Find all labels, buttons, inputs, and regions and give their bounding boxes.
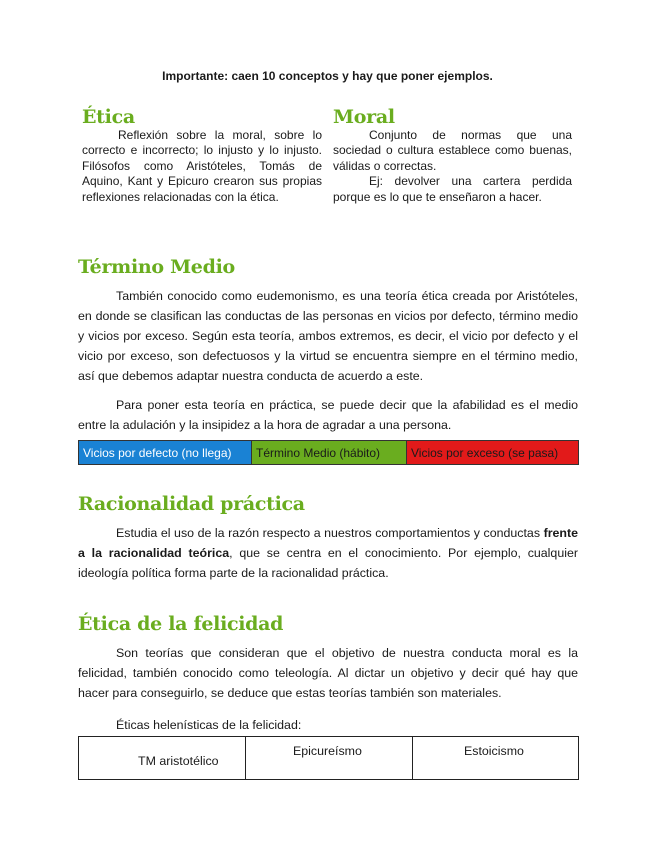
termino-medio-section xyxy=(78,256,578,435)
table-cell-tm-aristotelico: TM aristotélico xyxy=(79,737,246,779)
racionalidad-text-end: , que se centra en el conocimiento. Por ejemplo, cualquier ideología política forma parte de la racionalidad práctica. xyxy=(78,546,578,580)
termino-medio-paragraph-1: También conocido como eudemonismo, es una teoría ética creada por Aristóteles, en donde se clasifican las conductas de las personas en vicios por defecto, término medio y vicios por exceso. Según esta teoría, ambos extremos, es decir, el vicio por defecto y el vicio por exceso, son defectuosos y la virtud se encuentra siempre en el término medio, así que debemos adaptar nuestra conducta de acuerdo a este. xyxy=(78,289,578,383)
vices-bar xyxy=(78,440,579,465)
etica-heading: Ética xyxy=(82,106,135,128)
felicidad-heading: Ética de la felicidad xyxy=(78,613,284,635)
termino-medio-paragraph-2: Para poner esta teoría en práctica, se puede decir que la afabilidad es el medio entre la adulación y la insipidez a la hora de agradar a una persona. xyxy=(78,398,578,432)
helenisticas-table xyxy=(78,736,579,780)
etica-definition: Reflexión sobre la moral, sobre lo correcto e incorrecto; lo injusto y lo injusto. Filósofos como Aristóteles, Tomás de Aquino, Kant y Epicuro crearon sus propias reflexiones relacionadas con la ética. xyxy=(82,127,322,204)
felicidad-paragraph: Son teorías que consideran que el objetivo de nuestra conducta moral es la felicidad, también conocido como teleología. Al dictar un objetivo y decir qué hay que hacer para conseguirlo, se deduce que estas teorías también son materiales. xyxy=(78,646,578,700)
table-cell-epicureismo: Epicureísmo xyxy=(246,737,413,779)
moral-example: Ej: devolver una cartera perdida porque es lo que te enseñaron a hacer. xyxy=(333,174,572,204)
helenisticas-caption: Éticas helenísticas de la felicidad: xyxy=(116,718,302,732)
termino-medio-cell: Término Medio (hábito) xyxy=(252,441,407,464)
racionalidad-paragraph xyxy=(78,523,578,583)
termino-medio-heading: Término Medio xyxy=(78,256,235,278)
etica-column xyxy=(82,106,322,205)
table-cell-estoicismo: Estoicismo xyxy=(464,744,524,758)
moral-definition: Conjunto de normas que una sociedad o cultura establece como buenas, válidas o correctas. xyxy=(333,127,572,173)
moral-heading: Moral xyxy=(333,106,395,128)
racionalidad-text-start: Estudia el uso de la razón respecto a nuestros comportamientos y conductas xyxy=(116,526,544,540)
racionalidad-bold-phrase: frente a la racionalidad teórica xyxy=(78,526,578,560)
racionalidad-heading: Racionalidad práctica xyxy=(78,493,305,515)
exam-notice: Importante: caen 10 conceptos y hay que poner ejemplos. xyxy=(162,69,493,83)
moral-column xyxy=(333,106,572,205)
vicios-defecto-cell: Vicios por defecto (no llega) xyxy=(79,441,252,464)
vicios-exceso-cell: Vicios por exceso (se pasa) xyxy=(407,441,578,464)
racionalidad-section xyxy=(78,493,578,583)
felicidad-section xyxy=(78,613,578,703)
